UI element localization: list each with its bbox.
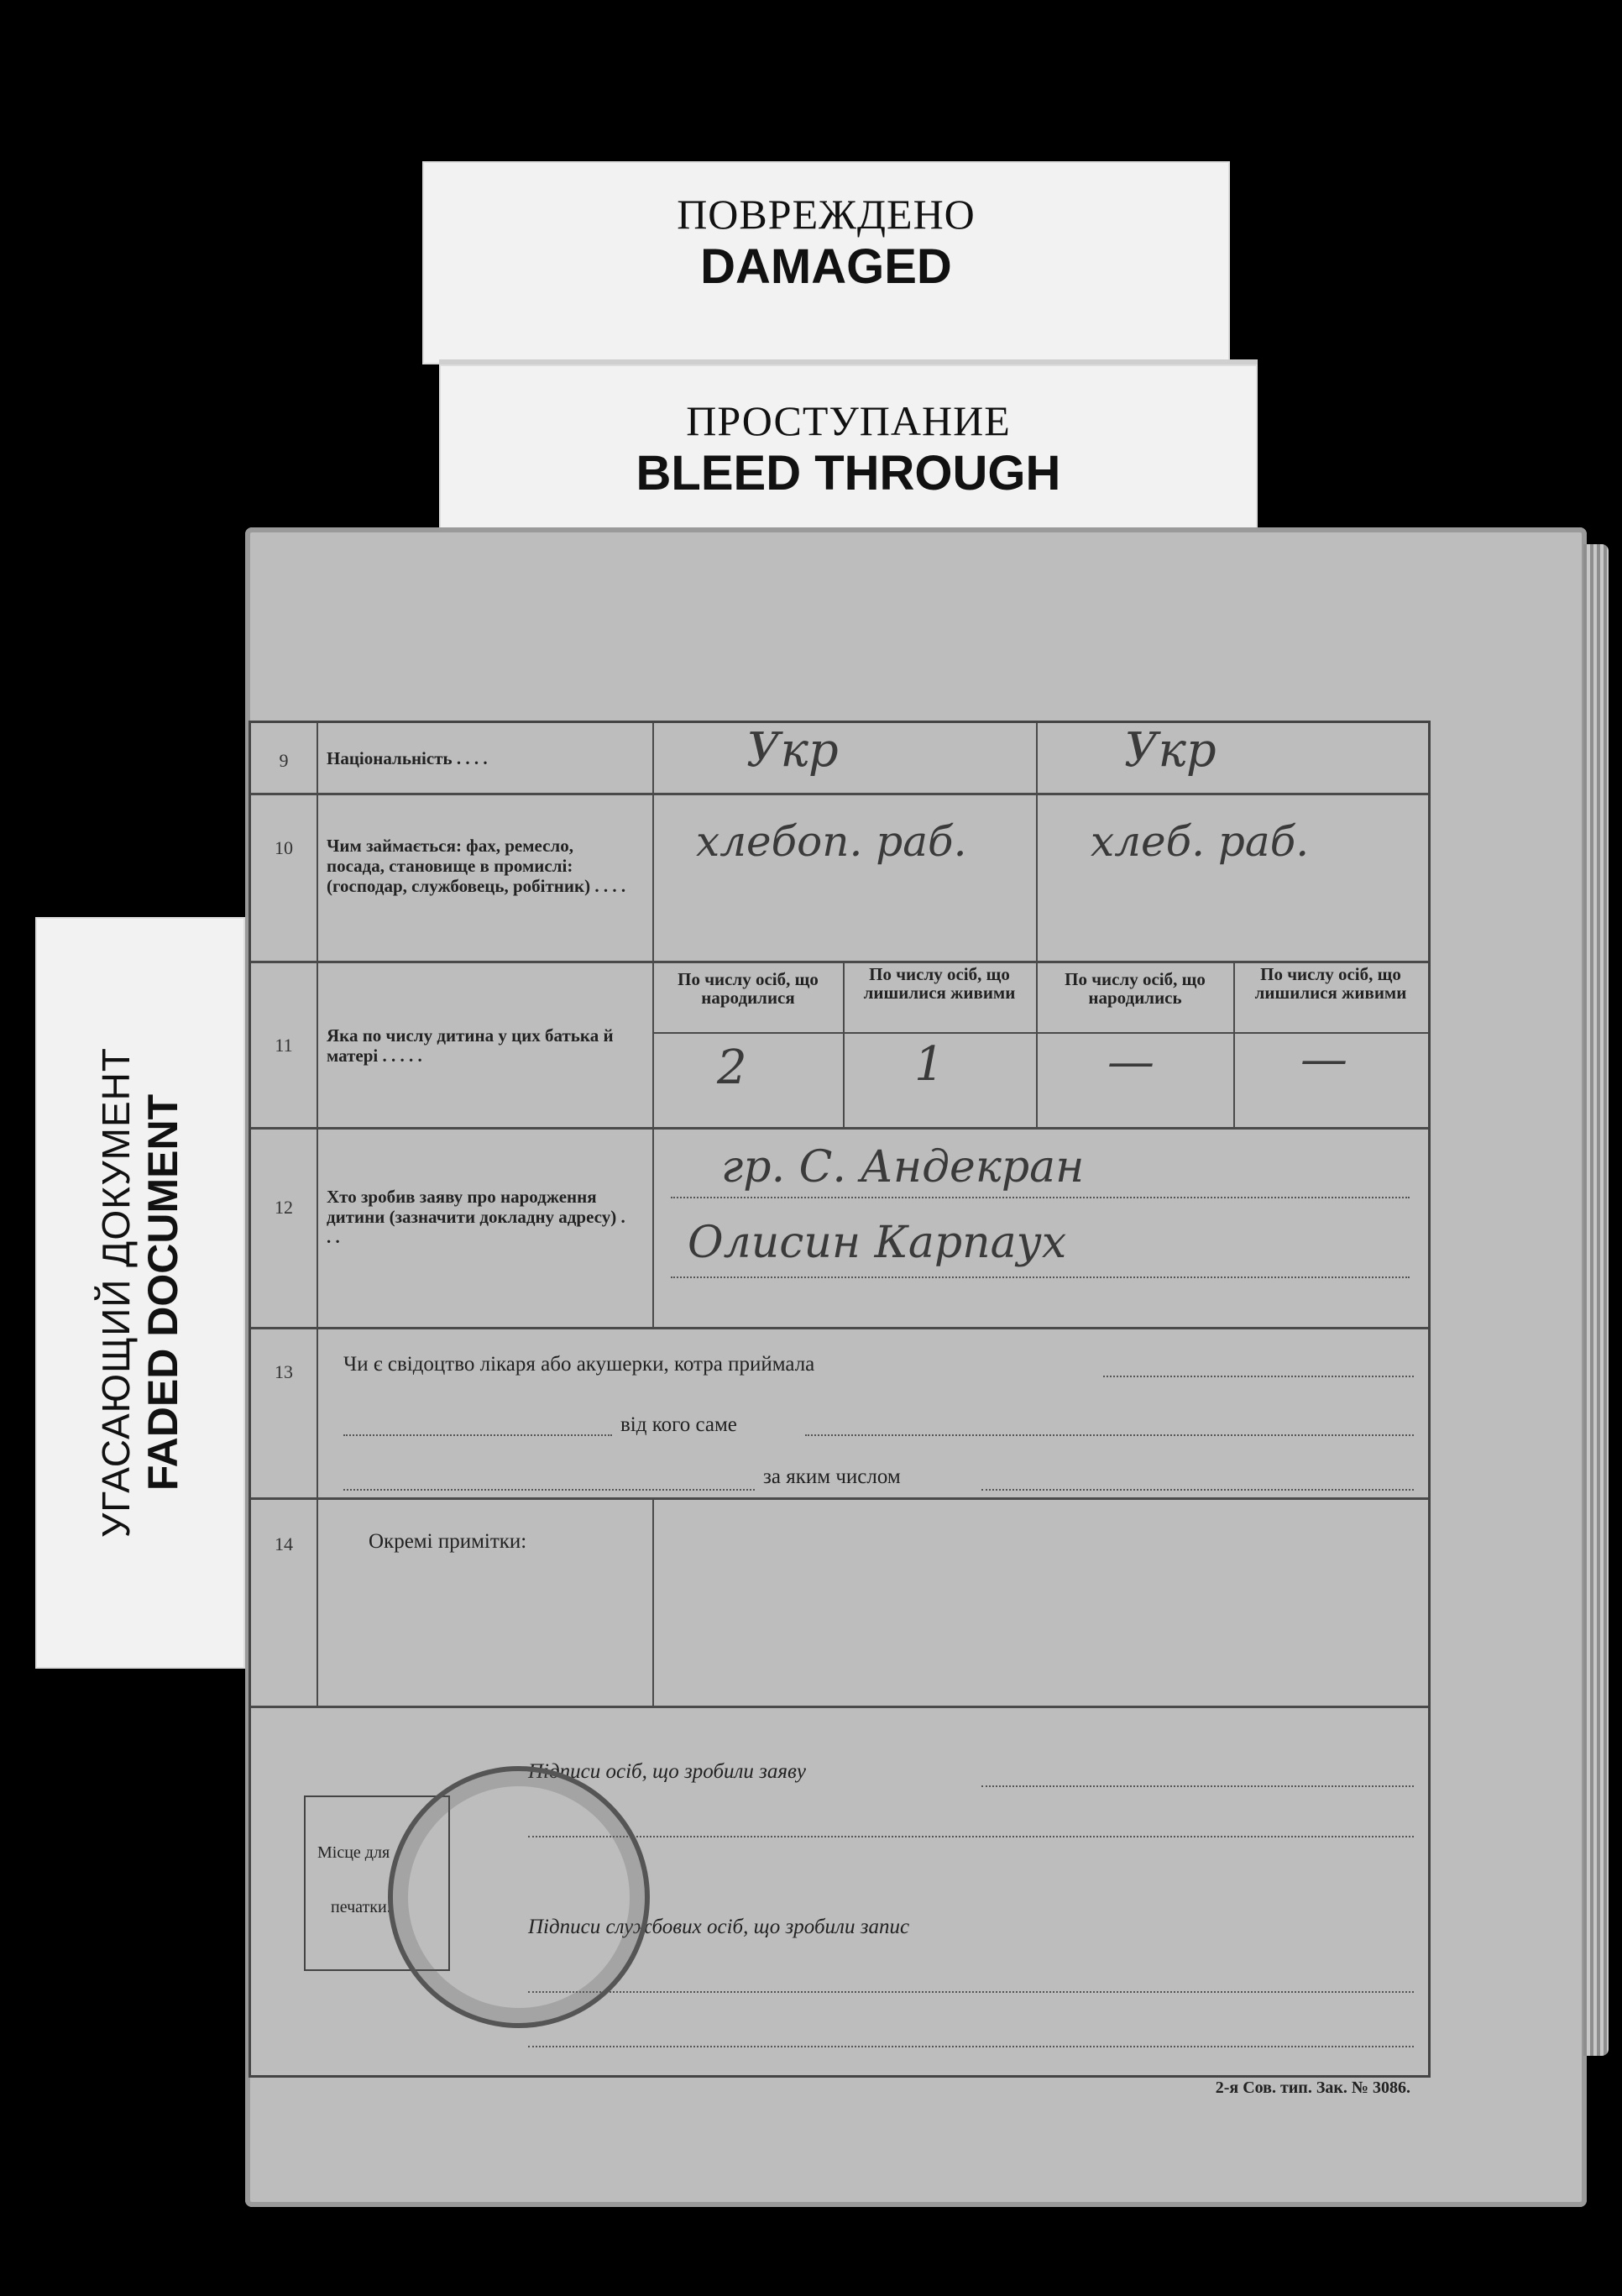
row-number: 13 [275, 1361, 293, 1382]
faded-label-ru: УГАСАЮЩИЙ ДОКУМЕНТ [94, 1047, 138, 1538]
bleed-through-label-en: BLEED THROUGH [636, 446, 1061, 501]
row-label: Яка по числу дитина у цих батька й матері . . . . . [327, 1025, 614, 1066]
declarant-line1: гр. С. Андекран [721, 1142, 1085, 1193]
row-number: 9 [279, 750, 289, 771]
header-born-mother: По числу осіб, що народились [1065, 969, 1206, 1008]
row-label: Чим займається: фах, ремесло, посада, становище в промислі: (господар, службовець, робітник) . . . . [327, 836, 626, 896]
damaged-label-en: DAMAGED [700, 239, 952, 294]
page-stack-edge [1583, 544, 1609, 2056]
certificate-question: Чи є свідоцтво лікаря або акушерки, котра приймала [343, 1353, 815, 1376]
faded-document-label [35, 917, 245, 1669]
value-alive-father: 1 [914, 1037, 944, 1092]
row-label: Національність . . . . [327, 748, 488, 768]
declarant-line2: Олисин Карпаух [688, 1218, 1067, 1268]
mother-occupation: хлеб. раб. [1091, 817, 1310, 866]
damaged-label [422, 161, 1230, 364]
value-born-father: 2 [717, 1041, 747, 1095]
mother-nationality: Укр [1124, 723, 1216, 778]
header-alive-mother: По числу осіб, що лишилися живими [1254, 964, 1407, 1003]
stamp-place-line2: печатки. [331, 1898, 391, 1916]
header-born-father: По числу осіб, що народилися [678, 969, 819, 1008]
official-stamp [388, 1766, 650, 2028]
faded-label-en: FADED DOCUMENT [139, 1093, 186, 1491]
row-number: 12 [275, 1197, 293, 1218]
value-born-mother: — [1107, 1035, 1154, 1089]
notes-label: Окремі примітки: [369, 1530, 527, 1553]
stamp-place-line1: Місце для [317, 1843, 390, 1862]
row-medical-certificate [251, 1329, 1428, 1500]
header-alive-father: По числу осіб, що лишилися живими [863, 964, 1016, 1003]
damaged-label-ru: ПОВРЕЖДЕНО [677, 191, 976, 238]
row-occupation [251, 795, 1428, 963]
row-notes [251, 1500, 1428, 1708]
document-page [245, 527, 1587, 2207]
row-number: 10 [275, 837, 293, 858]
father-occupation: хлебоп. раб. [696, 817, 967, 866]
certificate-from-whom: від кого саме [620, 1413, 737, 1436]
row-number: 11 [275, 1035, 293, 1056]
row-nationality [251, 723, 1428, 795]
printer-footer: 2-я Сов. тип. Зак. № 3086. [1215, 2078, 1410, 2097]
row-declarant [251, 1130, 1428, 1329]
row-label: Хто зробив заяву про народження дитини (зазначити докладну адресу) . . . [327, 1187, 625, 1247]
bleed-through-label [439, 359, 1258, 532]
bleed-through-label-ru: ПРОСТУПАНИЕ [686, 397, 1011, 444]
applicant-signatures-label: Підписи осіб, що зробили заяву [528, 1760, 807, 1783]
row-number: 14 [275, 1533, 293, 1554]
value-alive-mother: — [1300, 1032, 1347, 1087]
certificate-date: за яким числом [763, 1465, 901, 1488]
father-nationality: Укр [746, 723, 839, 778]
row-child-order [251, 963, 1428, 1130]
official-signatures-label: Підписи службових осіб, що зробили запис [528, 1916, 910, 1938]
